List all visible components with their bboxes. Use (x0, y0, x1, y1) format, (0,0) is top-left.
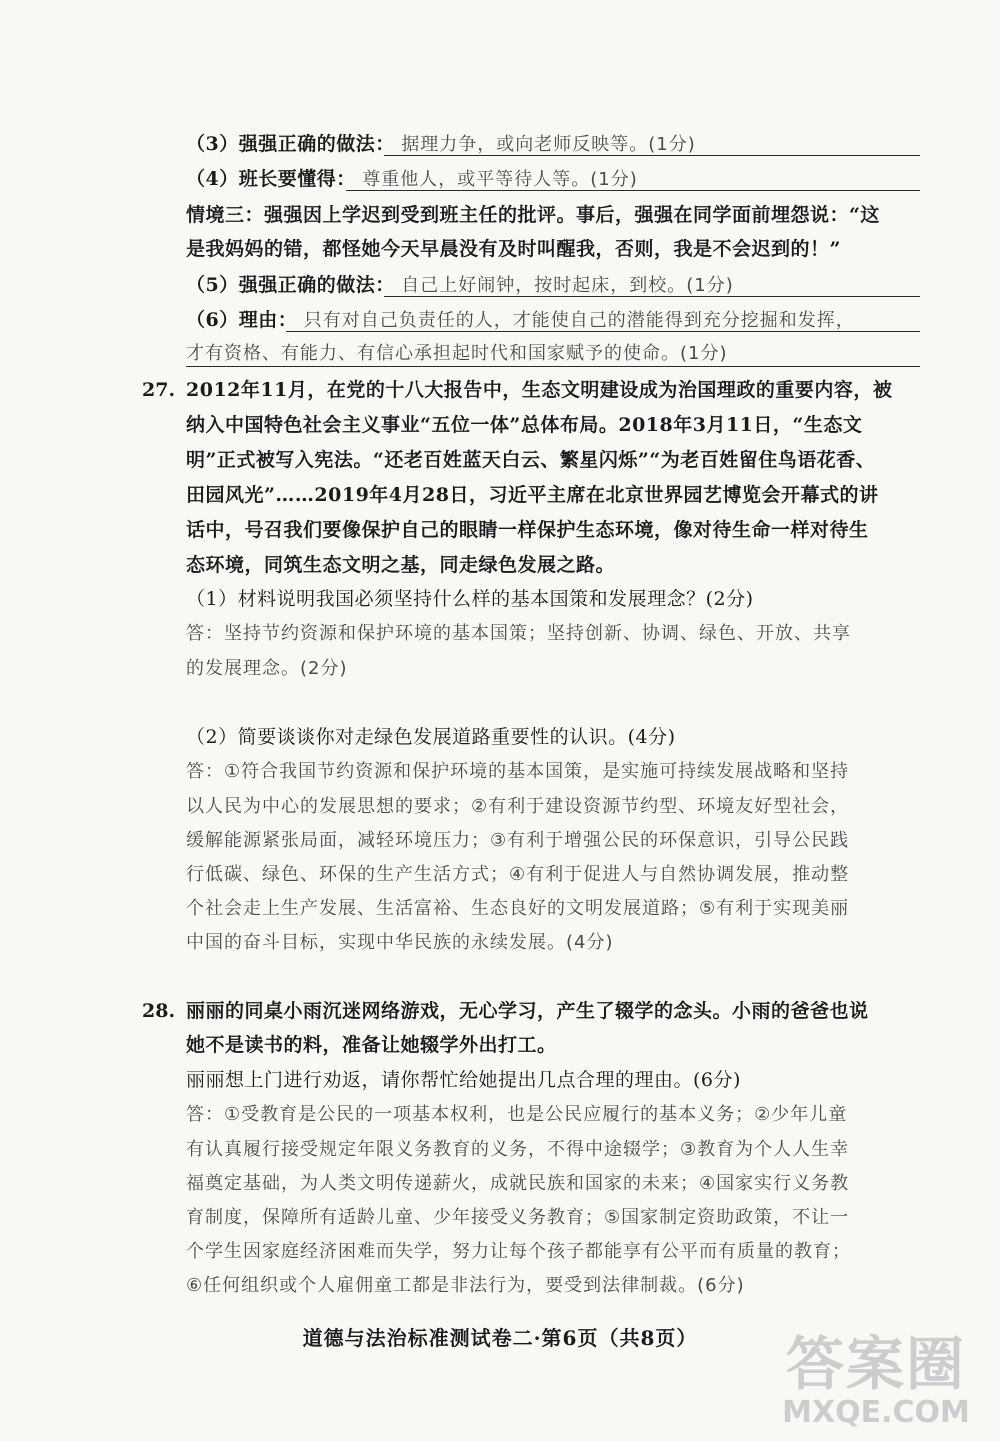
q27-sub1-answer-line: 的发展理念。(2分) (186, 658, 348, 679)
watermark-url: MXQE.COM (782, 1395, 970, 1430)
q26-sub3-answer: 据理力争，或向老师反映等。(1分) (401, 134, 696, 155)
watermark (756, 1317, 996, 1430)
answer-underline (384, 155, 920, 156)
q26-sub3 (186, 131, 926, 158)
q26-sub3-label: （3）强强正确的做法： (186, 133, 395, 155)
q28-answer-line: 育制度，保障所有适龄儿童、少年接受义务教育；⑤国家制定资助政策，不让一 (186, 1207, 850, 1228)
q28-answer-line: 福奠定基础，为人类文明传递薪火，成就民族和国家的未来；④国家实行义务教 (186, 1173, 850, 1194)
answer-underline (384, 296, 920, 297)
q28-material-line: 她不是读书的料，准备让她辍学外出打工。 (186, 1034, 557, 1056)
q26-sub5-label: （5）强强正确的做法： (186, 274, 395, 296)
q28-answer-line: 个学生因家庭经济困难而失学，努力让每个孩子都能享有公平而有质量的教育； (186, 1241, 851, 1262)
q26-sub6 (186, 307, 926, 334)
q27-material-line: 话中，号召我们要像保护自己的眼睛一样保护生态环境，像对待生命一样对待生 (186, 519, 869, 541)
q26-sub4-label: （4）班长要懂得： (186, 168, 356, 190)
q26-sub6-answer-line1: 只有对自己负责任的人，才能使自己的潜能得到充分挖掘和发挥， (303, 310, 855, 331)
q26-sub5 (186, 272, 926, 299)
q27-sub2-answer-line: 答：①符合我国节约资源和保护环境的基本国策，是实施可持续发展战略和坚持 (186, 761, 850, 782)
q26-scenario3-line1: 情境三：强强因上学迟到受到班主任的批评。事后，强强在同学面前埋怨说：“这 (186, 204, 880, 226)
q26-sub4 (186, 166, 926, 193)
answer-underline (186, 366, 920, 367)
q27-sub2-answer-line: 缓解能源紧张局面，减轻环境压力；③有利于增强公民的环保意识，引导公民践 (186, 830, 850, 851)
q27-material-line: 态环境，同筑生态文明之基，同走绿色发展之路。 (186, 554, 616, 576)
q27-sub1-answer-line: 答：坚持节约资源和保护环境的基本国策；坚持创新、协调、绿色、开放、共享 (186, 623, 851, 644)
q27-sub2-answer-line: 以人民为中心的发展思想的要求；②有利于建设资源节约型、环境友好型社会， (186, 796, 850, 817)
q27-material-line: 2012年11月，在党的十八大报告中，生态文明建设成为治国理政的重要内容，被 (186, 379, 893, 401)
answer-underline (286, 331, 920, 332)
q28-question: 丽丽想上门进行劝返，请你帮忙给她提出几点合理的理由。(6分) (186, 1069, 741, 1091)
q28-number: 28. (142, 1000, 176, 1022)
q27-sub2-answer-line: 个社会走上生产发展、生活富裕、生态良好的文明发展道路；⑤有利于实现美丽 (186, 898, 850, 919)
watermark-logo: 答案圈 (785, 1330, 966, 1398)
q26-sub4-answer: 尊重他人，或平等待人等。(1分) (362, 169, 638, 190)
q26-sub6-label: （6）理由： (186, 309, 298, 331)
q27-number: 27. (142, 379, 176, 401)
q27-material-line: 纳入中国特色社会主义事业“五位一体”总体布局。2018年3月11日，“生态文 (186, 414, 863, 436)
q27-sub2-question: （2）简要谈谈你对走绿色发展道路重要性的认识。(4分) (186, 726, 676, 748)
page-footer: 道德与法治标准测试卷二·第6页（共8页） (302, 1326, 698, 1350)
q26-sub5-answer: 自己上好闹钟，按时起床，到校。(1分) (401, 275, 734, 296)
q28-answer-line: 答：①受教育是公民的一项基本权利，也是公民应履行的基本义务；②少年儿童 (186, 1104, 848, 1125)
q28-answer-line: ⑥任何组织或个人雇佣童工都是非法行为，要受到法律制裁。(6分) (186, 1275, 745, 1296)
q28-material-line: 丽丽的同桌小雨沉迷网络游戏，无心学习，产生了辍学的念头。小雨的爸爸也说 (186, 1000, 869, 1022)
q26-scenario3-line2: 是我妈妈的错，都怪她今天早晨没有及时叫醒我，否则，我是不会迟到的！” (186, 238, 841, 260)
q27-sub2-answer-line: 行低碳、绿色、环保的生产生活方式；④有利于促进人与自然协调发展，推动整 (186, 864, 850, 885)
q27-sub2-answer-line: 中国的奋斗目标，实现中华民族的永续发展。(4分) (186, 932, 614, 953)
q26-sub6-answer-line2: 才有资格、有能力、有信心承担起时代和国家赋予的使命。(1分) (186, 343, 728, 364)
q27-sub1-question: （1）材料说明我国必须坚持什么样的基本国策和发展理念？(2分) (186, 588, 754, 610)
q27-material-line: 田园风光”……2019年4月28日，习近平主席在北京世界园艺博览会开幕式的讲 (186, 484, 879, 506)
q27-material-line: 明”正式被写入宪法。“还老百姓蓝天白云、繁星闪烁”“为老百姓留住鸟语花香、 (186, 449, 876, 471)
answer-underline (346, 190, 920, 191)
q28-answer-line: 有认真履行接受规定年限义务教育的义务，不得中途辍学；③教育为个人人生幸 (186, 1139, 850, 1160)
